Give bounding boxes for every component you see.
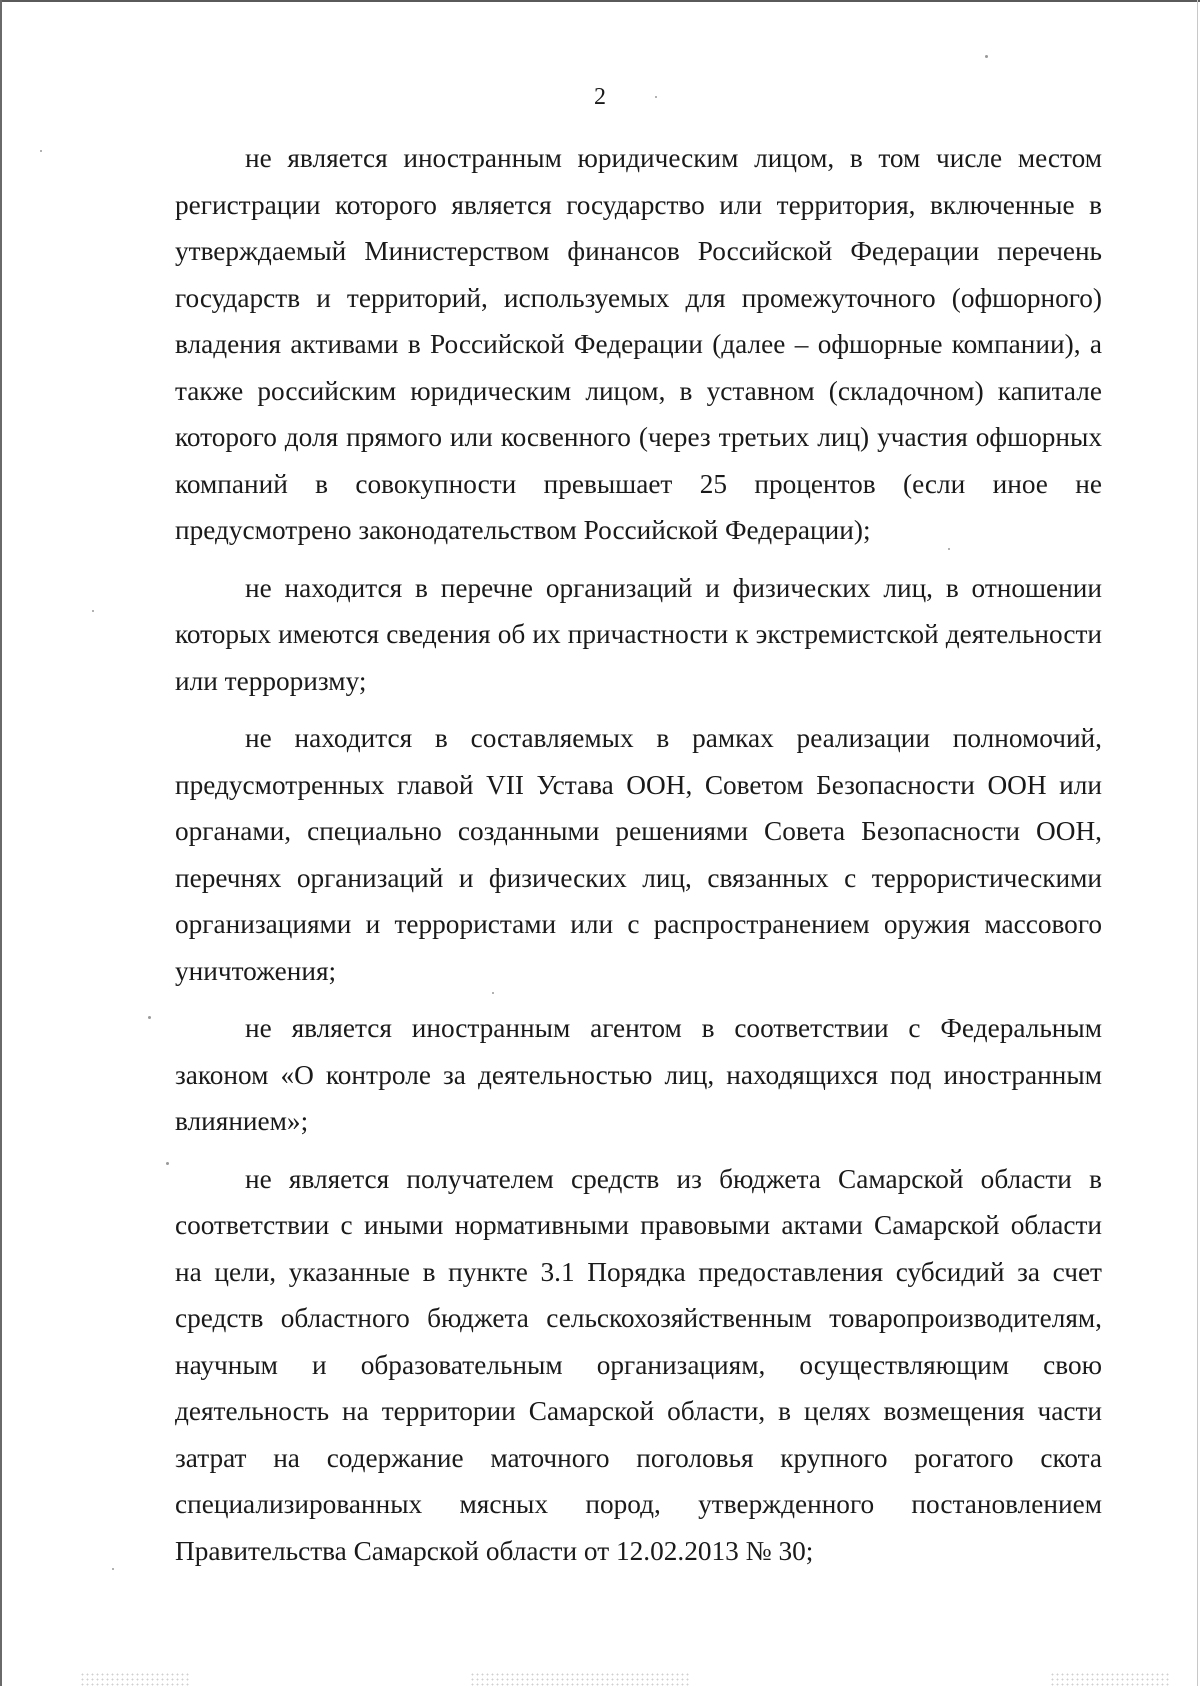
scan-speck xyxy=(112,1568,114,1570)
scan-right-edge xyxy=(1197,0,1198,1686)
paragraph-foreign-agent: не является иностранным агентом в соответствии с Федеральным законом «О контроле за деятельностью лиц, находящихся под иностранным влиянием»; xyxy=(175,1013,1102,1136)
paragraph-un-sanctions: не находится в составляемых в рамках реализации полномочий, предусмотренных главой VII Устава ООН, Советом Безопасности ООН или органами, специально созданными решениями Совета Безопасности ООН, перечнях организаций и физических лиц, связанных с террористическими организациями и террористами или с распространением оружия массового уничтожения; xyxy=(175,723,1102,986)
page-number: 2 xyxy=(594,84,606,110)
paragraph-budget-recipient: не является получателем средств из бюджета Самарской области в соответствии с иными нормативными правовыми актами Самарской области на цели, указанные в пункте 3.1 Порядка предоставления субсидий за счет средств областного бюджета сельскохозяйственным товаропроизводителям, научным и образовательным организациям, осуществляющим свою деятельность на территории Самарской области, в целях возмещения части затрат на содержание маточного поголовья крупного рогатого скота специализированных мясных пород, утвержденного постановлением Правительства Самарской области от 12.02.2013 № 30; xyxy=(175,1163,1102,1566)
scan-speck xyxy=(948,548,950,550)
scan-speck xyxy=(40,150,42,152)
scan-speck xyxy=(148,1016,151,1019)
scan-speck xyxy=(985,55,988,58)
scan-speck xyxy=(492,992,494,994)
scan-speck xyxy=(166,1162,169,1165)
paragraph-extremism: не находится в перечне организаций и физических лиц, в отношении которых имеются сведения об их причастности к экстремистской деятельности или терроризму; xyxy=(175,572,1102,696)
scan-noise xyxy=(470,1672,690,1686)
scan-noise xyxy=(1050,1672,1170,1686)
scan-speck xyxy=(655,96,657,98)
document-body xyxy=(175,135,1102,1585)
scan-left-edge xyxy=(0,0,2,1686)
scan-top-edge xyxy=(0,0,1200,2)
scan-speck xyxy=(92,610,94,612)
paragraph-offshore: не является иностранным юридическим лицом, в том числе местом регистрации которого является государство или территория, включенные в утверждаемый Министерством финансов Российской Федерации перечень государств и территорий, используемых для промежуточного (офшорного) владения активами в Российской Федерации (далее – офшорные компании), а также российским юридическим лицом, в уставном (складочном) капитале которого доля прямого или косвенного (через третьих лиц) участия офшорных компаний в совокупности превышает 25 процентов (если иное не предусмотрено законодательством Российской Федерации); xyxy=(175,143,1102,545)
scan-noise xyxy=(80,1672,190,1686)
